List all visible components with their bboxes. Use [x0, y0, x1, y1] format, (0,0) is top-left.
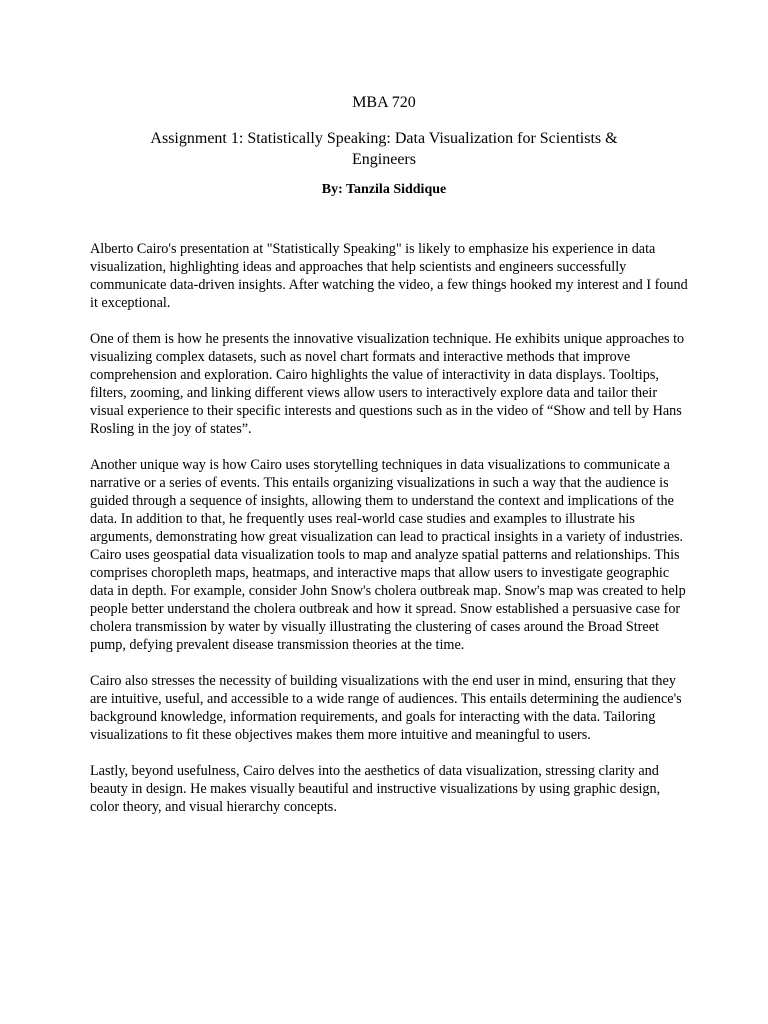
paragraph: Another unique way is how Cairo uses storytelling techniques in data visualizations to communicate a narrative or a series of events. This entails organizing visualizations in such a way that the audience is guided through a sequence of insights, allowing them to understand the context and implications of the data. In addition to that, he frequently uses real-world case studies and examples to illustrate his arguments, demonstrating how great visualization can lead to practical insights in a variety of industries. Cairo uses geospatial data visualization tools to map and analyze spatial patterns and relationships. This comprises choropleth maps, heatmaps, and interactive maps that allow users to investigate geographic data in depth. For example, consider John Snow's cholera outbreak map. Snow's map was created to help people better understand the cholera outbreak and how it spread. Snow established a persuasive case for cholera transmission by water by visually illustrating the clustering of cases around the Broad Street pump, defying prevalent disease transmission theories at the time.	[90, 457, 686, 653]
paragraph: Lastly, beyond usefulness, Cairo delves into the aesthetics of data visualization, stressing clarity and beauty in design. He makes visually beautiful and instructive visualizations by using graphic design, color theory, and visual hierarchy concepts.	[90, 763, 661, 815]
author-line: By: Tanzila Siddique	[321, 182, 447, 197]
paragraph: One of them is how he presents the innovative visualization technique. He exhibits unique approaches to visualizing complex datasets, such as novel chart formats and interactive methods that improve comprehension and exploration. Cairo highlights the value of interactivity in data displays. Tooltips, filters, zooming, and linking different views allow users to interactively explore data and tailor their visual experience to their specific interests and questions such as in the video of “Show and tell by Hans Rosling in the joy of states”.	[90, 331, 685, 437]
assignment-title: Assignment 1: Statistically Speaking: Data Visualization for Scientists & Engineers	[150, 130, 618, 168]
paragraph: Cairo also stresses the necessity of building visualizations with the end user in mind, ensuring that they are intuitive, useful, and accessible to a wide range of audiences. This entails determining the audience's background knowledge, information requirements, and goals for interacting with the data. Tailoring visualizations to fit these objectives makes them more intuitive and meaningful to users.	[90, 673, 682, 743]
document-body	[90, 240, 690, 834]
course-code: MBA 720	[352, 94, 416, 111]
paragraph: Alberto Cairo's presentation at "Statistically Speaking" is likely to emphasize his experience in data visualization, highlighting ideas and approaches that help scientists and engineers successfully communicate data-driven insights. After watching the video, a few things hooked my interest and I found it exceptional.	[90, 241, 688, 311]
